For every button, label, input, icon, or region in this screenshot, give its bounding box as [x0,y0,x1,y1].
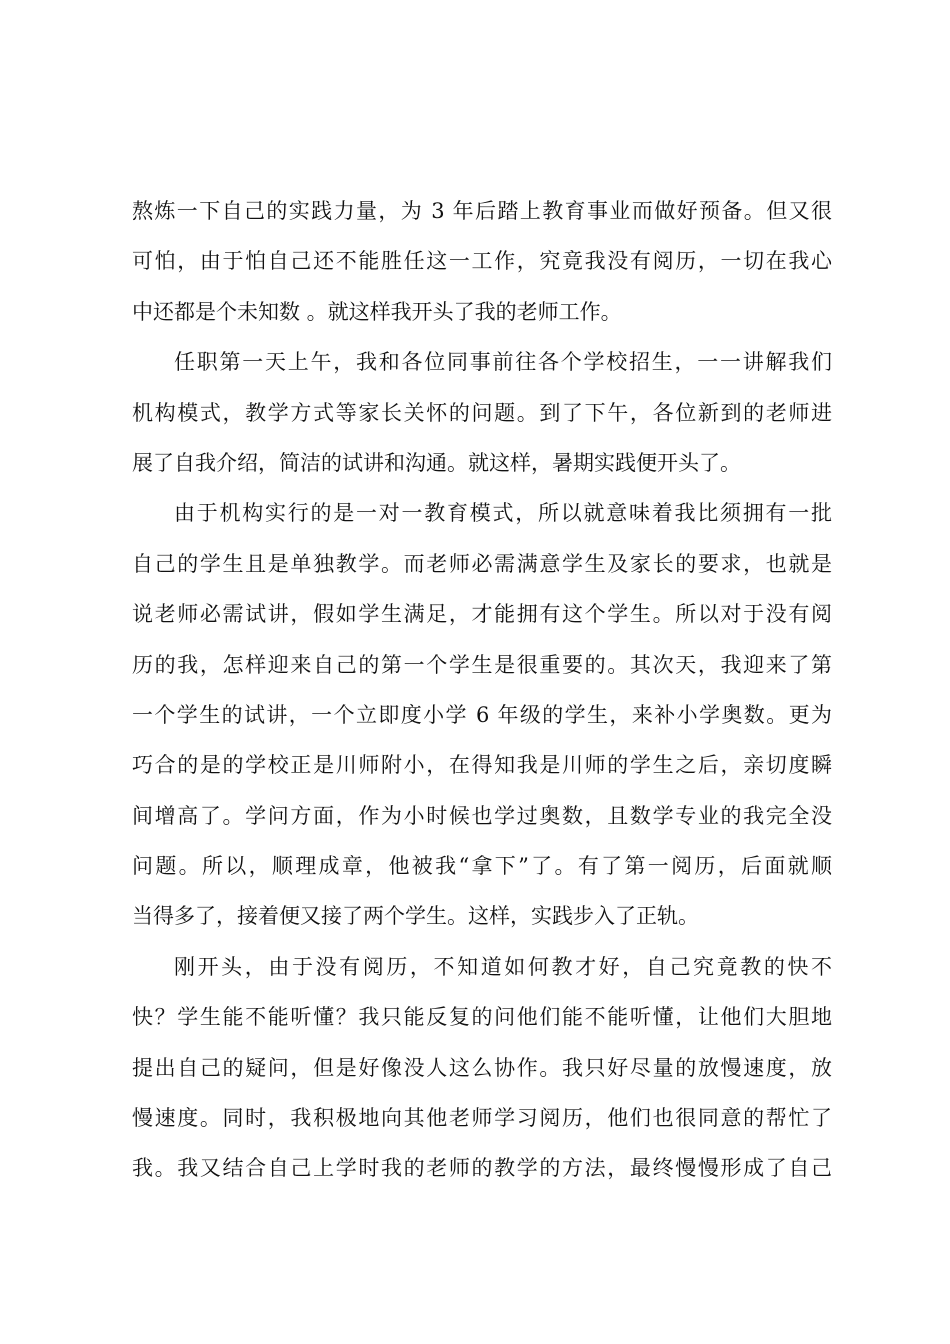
text-line: 展了自我介绍，简洁的试讲和沟通。就这样，暑期实践便开头了。 [132,450,741,475]
text-line: 说老师必需试讲，假如学生满足，才能拥有这个学生。所以对于没有阅 [132,602,832,627]
text-line: 慢速度。同时，我积极地向其他老师学习阅历，他们也很同意的帮忙了 [132,1106,832,1131]
text-line: 刚开头，由于没有阅历，不知道如何教才好，自己究竟教的快不 [174,954,832,979]
text-line: 中还都是个未知数 。就这样我开头了我的老师工作。 [132,299,622,324]
text-line: 巧合的是的学校正是川师附小，在得知我是川师的学生之后，亲切度瞬 [132,753,832,778]
text-line: 熬炼一下自己的实践力量，为 3 年后踏上教育事业而做好预备。但又很 [132,199,832,223]
body-text [132,186,832,1194]
text-line: 机构模式，教学方式等家长关怀的问题。到了下午，各位新到的老师进 [132,400,832,425]
text-line: 历的我，怎样迎来自己的第一个学生是很重要的。其次天，我迎来了第 [132,652,832,677]
text-line: 我。我又结合自己上学时我的老师的教学的方法，最终慢慢形成了自己 [132,1156,832,1181]
text-line: 自己的学生且是单独教学。而老师必需满意学生及家长的要求，也就是 [132,551,832,576]
text-line: 间增高了。学问方面，作为小时候也学过奥数，且数学专业的我完全没 [132,803,832,828]
text-line: 任职第一天上午，我和各位同事前往各个学校招生，一一讲解我们 [174,350,832,375]
text-line: 提出自己的疑问，但是好像没人这么协作。我只好尽量的放慢速度，放 [132,1055,832,1080]
text-line: 当得多了，接着便又接了两个学生。这样，实践步入了正轨。 [132,904,699,929]
text-line: 可怕，由于怕自己还不能胜任这一工作，究竟我没有阅历，一切在我心 [132,249,832,274]
text-line: 一个学生的试讲，一个立即度小学 6 年级的学生，来补小学奥数。更为 [132,702,832,727]
text-line: 快？学生能不能听懂？我只能反复的问他们能不能听懂，让他们大胆地 [132,1005,832,1030]
text-line: 由于机构实行的是一对一教育模式，所以就意味着我比须拥有一批 [174,501,832,526]
text-line: 问题。所以，顺理成章，他被我“拿下”了。有了第一阅历，后面就顺 [132,854,832,879]
